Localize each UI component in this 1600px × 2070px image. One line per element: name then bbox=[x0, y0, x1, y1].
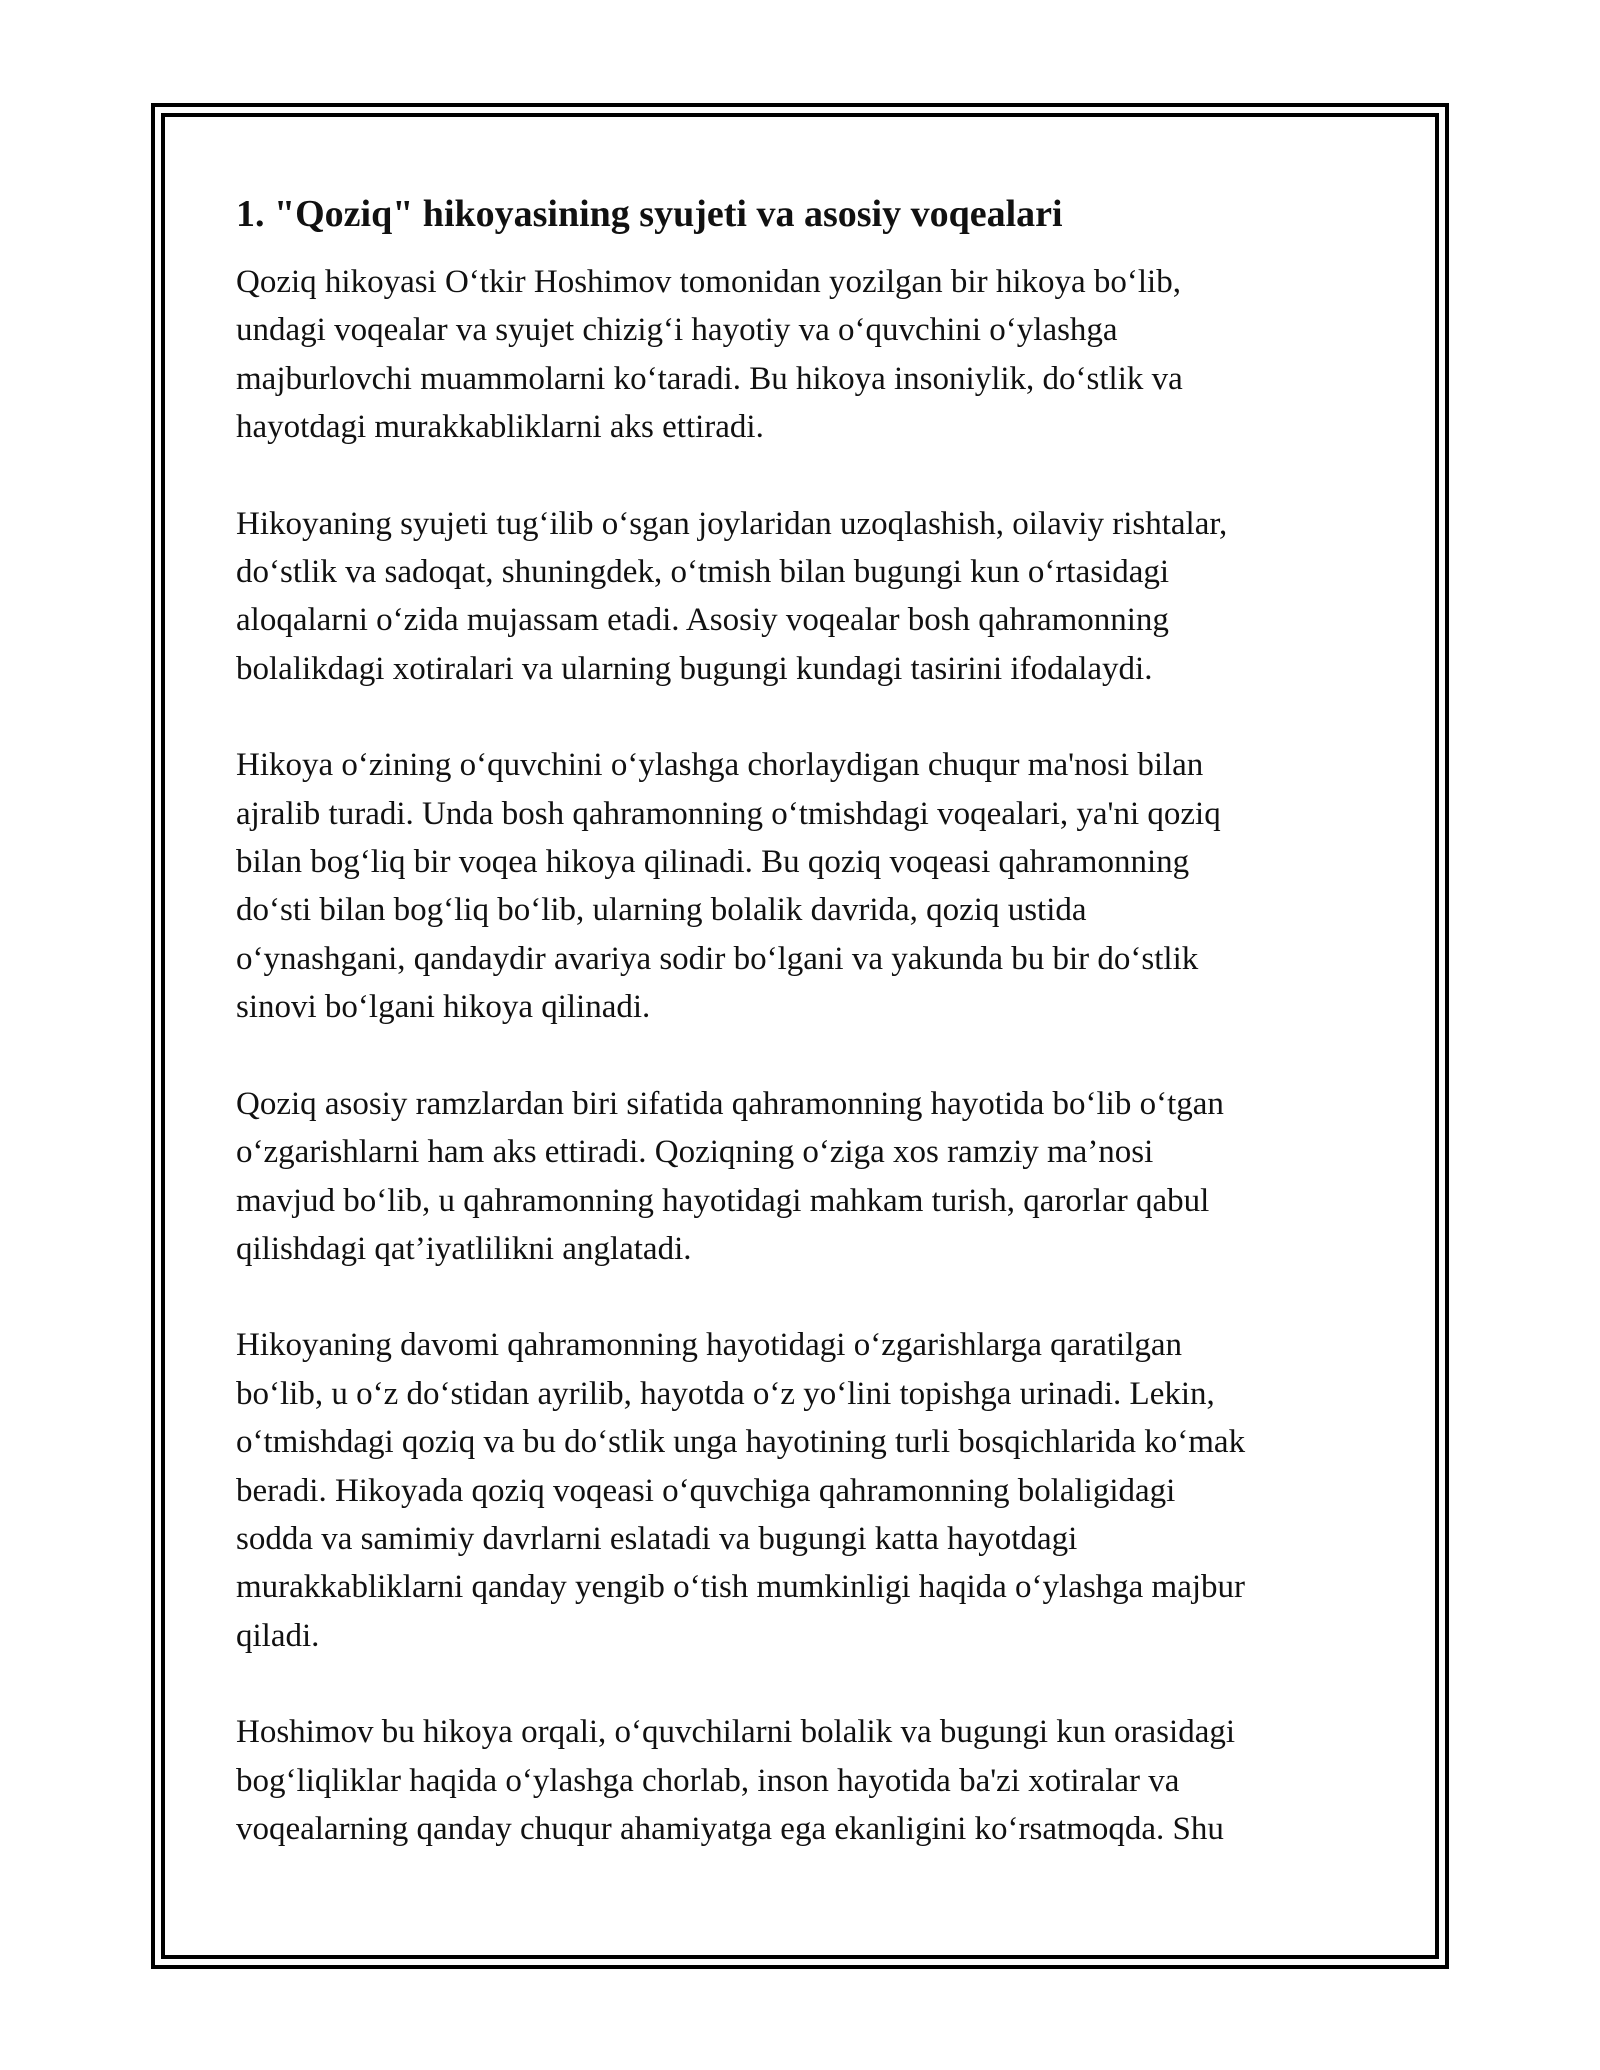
paragraph bbox=[236, 1321, 1366, 1660]
paragraph-line: oʻtmishdagi qoziq va bu doʻstlik unga hayotining turli bosqichlarida koʻmak bbox=[236, 1424, 1246, 1461]
paragraph-line: majburlovchi muammolarni koʻtaradi. Bu hikoya insoniylik, doʻstlik va bbox=[236, 360, 1183, 397]
paragraph-line: oʻynashgani, qandaydir avariya sodir boʻlgani va yakunda bu bir doʻstlik bbox=[236, 940, 1199, 977]
paragraph-line: beradi. Hikoyada qoziq voqeasi oʻquvchiga qahramonning bolaligidagi bbox=[236, 1472, 1176, 1509]
paragraph-line: doʻsti bilan bogʻliq boʻlib, ularning bolalik davrida, qoziq ustida bbox=[236, 892, 1087, 929]
paragraph-line: Hoshimov bu hikoya orqali, oʻquvchilarni bolalik va bugungi kun orasidagi bbox=[236, 1714, 1236, 1751]
paragraph bbox=[236, 500, 1366, 694]
paragraph-line: aloqalarni oʻzida mujassam etadi. Asosiy voqealar bosh qahramonning bbox=[236, 602, 1169, 639]
paragraph-line: Hikoya oʻzining oʻquvchini oʻylashga chorlaydigan chuqur ma'nosi bilan bbox=[236, 747, 1204, 784]
paragraph-line: doʻstlik va sadoqat, shuningdek, oʻtmish bilan bugungi kun oʻrtasidagi bbox=[236, 554, 1170, 591]
paragraph-line: bilan bogʻliq bir voqea hikoya qilinadi. Bu qoziq voqeasi qahramonning bbox=[236, 844, 1190, 881]
paragraph-line: Hikoyaning davomi qahramonning hayotidagi oʻzgarishlarga qaratilgan bbox=[236, 1327, 1183, 1364]
paragraph-line: qiladi. bbox=[236, 1617, 320, 1654]
paragraph-line: bogʻliqliklar haqida oʻylashga chorlab, inson hayotida ba'zi xotiralar va bbox=[236, 1762, 1180, 1799]
paragraph bbox=[236, 1708, 1366, 1853]
paragraph-line: Qoziq hikoyasi Oʻtkir Hoshimov tomonidan yozilgan bir hikoya boʻlib, bbox=[236, 264, 1181, 300]
paragraph-line: sodda va samimiy davrlarni eslatadi va bugungi katta hayotdagi bbox=[236, 1520, 1078, 1557]
paragraph-line: qilishdagi qat’iyatlilikni anglatadi. bbox=[236, 1230, 692, 1267]
paragraph-line: hayotdagi murakkabliklarni aks ettiradi. bbox=[236, 409, 764, 446]
paragraph bbox=[236, 258, 1366, 452]
paragraph-line: mavjud boʻlib, u qahramonning hayotidagi mahkam turish, qarorlar qabul bbox=[236, 1182, 1210, 1219]
paragraph-line: ajralib turadi. Unda bosh qahramonning oʻtmishdagi voqealari, ya'ni qoziq bbox=[236, 795, 1221, 832]
paragraph-list bbox=[236, 258, 1366, 1853]
paragraph-line: boʻlib, u oʻz doʻstidan ayrilib, hayotda oʻz yoʻlini topishga urinadi. Lekin, bbox=[236, 1375, 1215, 1412]
paragraph bbox=[236, 741, 1366, 1031]
paragraph-line: Hikoyaning syujeti tugʻilib oʻsgan joylaridan uzoqlashish, oilaviy rishtalar, bbox=[236, 505, 1228, 542]
section-heading: 1. "Qoziq" hikoyasining syujeti va asosiy voqealari bbox=[236, 193, 1063, 235]
paragraph-line: murakkabliklarni qanday yengib oʻtish mumkinligi haqida oʻylashga majbur bbox=[236, 1569, 1246, 1606]
paragraph-line: undagi voqealar va syujet chizigʻi hayotiy va oʻquvchini oʻylashga bbox=[236, 312, 1118, 349]
paragraph-line: Qoziq asosiy ramzlardan biri sifatida qahramonning hayotida boʻlib oʻtgan bbox=[236, 1085, 1224, 1122]
paragraph-line: oʻzgarishlarni ham aks ettiradi. Qoziqning oʻziga xos ramziy ma’nosi bbox=[236, 1134, 1154, 1171]
paragraph-line: bolalikdagi xotiralari va ularning bugungi kundagi tasirini ifodalaydi. bbox=[236, 650, 1153, 687]
paragraph-line: voqealarning qanday chuqur ahamiyatga ega ekanligini koʻrsatmoqda. Shu bbox=[236, 1810, 1224, 1847]
paragraph bbox=[236, 1080, 1366, 1274]
paragraph-line: sinovi boʻlgani hikoya qilinadi. bbox=[236, 989, 651, 1026]
document-content bbox=[236, 190, 1366, 1901]
